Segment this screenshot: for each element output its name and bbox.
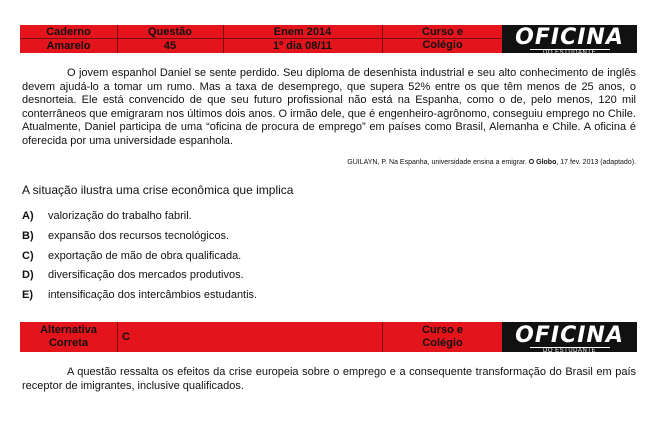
option-a [22, 210, 192, 222]
exam-day: 1º dia 08/11 [272, 40, 333, 52]
oficina-logo [502, 322, 637, 352]
logo-subtitle: DO ESTUDANTE [530, 49, 610, 57]
option-letter: D) [22, 269, 34, 281]
source-citation: GUILAYN, P. Na Espanha, universidade ensina a emigrar. O Globo, 17 fev. 2013 (adaptado). [347, 159, 636, 166]
option-e [22, 289, 257, 301]
answer-curso-label: Curso e [422, 324, 463, 336]
colegio-label: Colégio [422, 39, 463, 51]
option-d [22, 269, 244, 281]
logo-word: OFICINA [515, 323, 624, 348]
explanation-text: A questão ressalta os efeitos da crise europeia sobre o emprego e a consequente transformação do Brasil em país receptor de imigrantes, inclusive qualificados. [22, 366, 636, 392]
questao-label: Questão [147, 26, 192, 38]
option-letter: C) [22, 250, 34, 262]
paragraph-text: O jovem espanhol Daniel se sente perdido. Seu diploma de desenhista industrial e seu alto conhecimento de inglês devem ajudá-lo a tomar um rumo. Mas a taxa de desemprego, que supera 52% entre os que têm menos de 25 anos, o desnorteia. Ele está convencido de que seu futuro profissional não está na Espanha, como o de, pelo menos, 120 mil conterrâneos que emigraram nos últimos dois anos. O irmão dele, que é engenheiro-agrônomo, conseguiu emprego no Chile. Atualmente, Daniel participa de uma “oficina de procura de emprego” em países como Brasil, Alemanha e Chile. A oficina é oferecida por uma universidade espanhola. [22, 67, 636, 147]
option-text: exportação de mão de obra qualificada. [48, 250, 242, 262]
option-text: intensificação dos intercâmbios estudantis. [48, 289, 258, 301]
option-text: valorização do trabalho fabril. [48, 210, 192, 222]
answer-explanation [22, 366, 636, 393]
curso-label: Curso e [422, 26, 463, 38]
answer-bar [20, 322, 637, 352]
logo-subtitle: DO ESTUDANTE [530, 347, 610, 355]
main-paragraph [22, 67, 636, 148]
header-bar [20, 25, 637, 56]
question-stem: A situação ilustra uma crise econômica que implica [22, 183, 294, 197]
option-b [22, 230, 229, 242]
option-c [22, 250, 241, 262]
answer-colegio-label: Colégio [422, 337, 463, 349]
oficina-logo [502, 25, 637, 56]
option-letter: E) [22, 289, 33, 301]
answer-value: C [122, 331, 130, 343]
answer-label-line1: Alternativa [40, 324, 97, 336]
answer-label-line2: Correta [48, 337, 89, 349]
option-text: expansão dos recursos tecnológicos. [48, 230, 229, 242]
exam-label: Enem 2014 [273, 26, 332, 38]
option-letter: B) [22, 230, 34, 242]
logo-word: OFICINA [515, 25, 624, 50]
caderno-label: Caderno [46, 26, 91, 38]
option-letter: A) [22, 210, 34, 222]
caderno-value: Amarelo [46, 40, 91, 52]
questao-value: 45 [163, 40, 177, 52]
option-text: diversificação dos mercados produtivos. [48, 269, 244, 281]
